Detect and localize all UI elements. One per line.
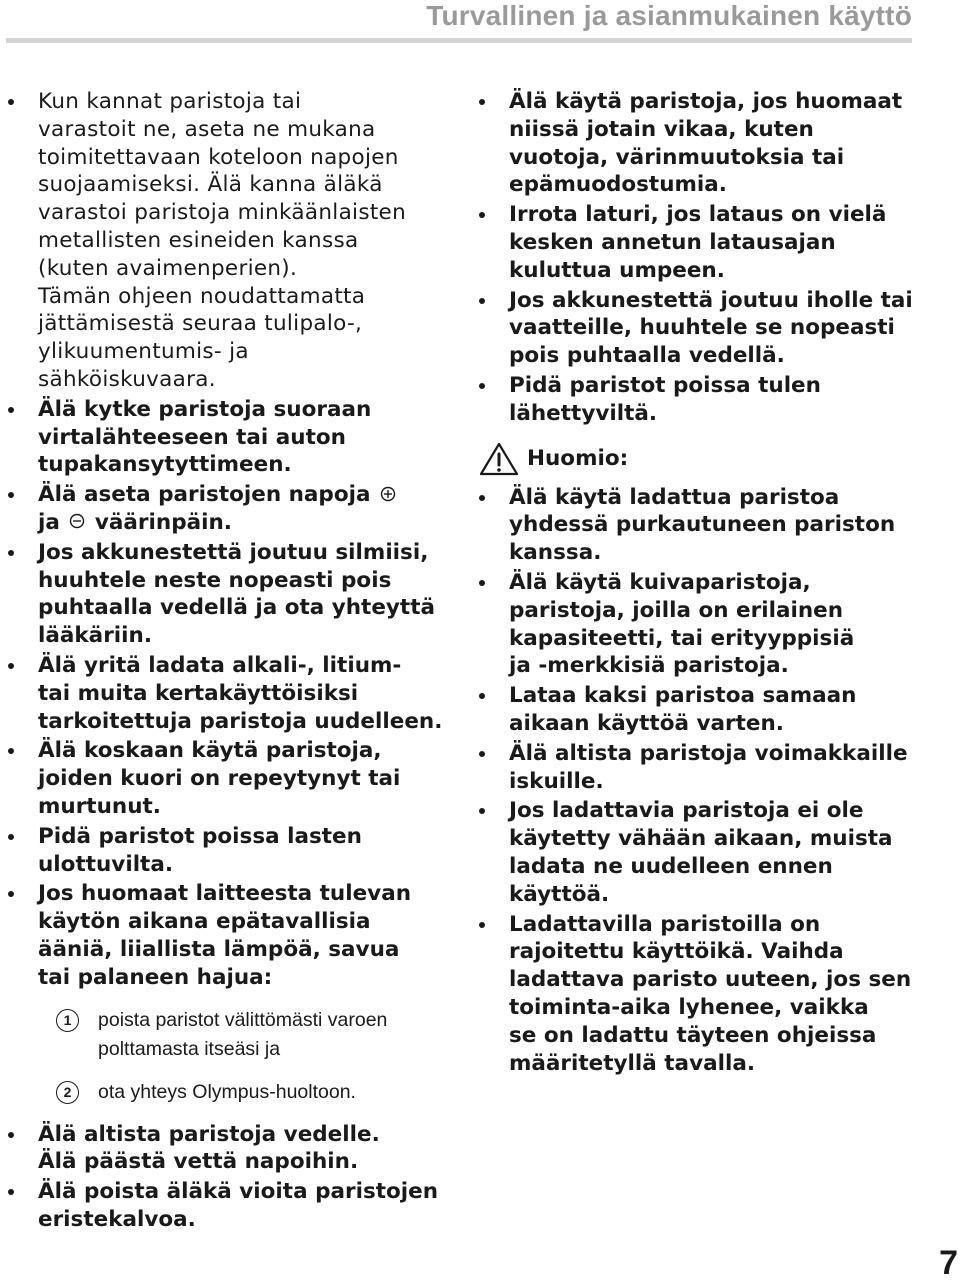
list-item [8, 396, 438, 479]
step-number-badge: 1 [56, 1009, 79, 1032]
text-line: lähettyviltä. [509, 400, 658, 426]
list-item [479, 569, 909, 680]
list-item [8, 880, 438, 1106]
text-line: murtunut. [38, 793, 161, 819]
list-item [479, 484, 909, 567]
text-line: sähköiskuvaara. [38, 366, 216, 392]
text-line: varastoi paristoja minkäänlaisten [38, 200, 407, 226]
text-line: kapasiteetti, tai erityyppisiä [509, 625, 855, 651]
numbered-step [38, 1006, 438, 1064]
list-item [479, 287, 913, 370]
left-bullet-list [8, 88, 443, 1234]
text-line: huuhtele neste nopeasti pois [38, 567, 392, 593]
text-line: kanssa. [509, 540, 602, 566]
text-line: vuotoja, värinmuutoksia tai [509, 144, 845, 170]
text-line: ladata ne uudelleen ennen [509, 853, 833, 879]
text-line: epämuodostumia. [509, 172, 727, 198]
text-line: ääniä, liiallista lämpöä, savua [38, 936, 400, 962]
text-line: (kuten avaimenperien). [38, 255, 298, 281]
text-line: tai palaneen hajua: [38, 964, 273, 990]
text-line: poista paristot välittömästi varoen [98, 1008, 388, 1031]
text-line: Älä päästä vettä napoihin. [38, 1149, 359, 1175]
caution-label: Huomio: [527, 446, 629, 472]
list-item [8, 737, 438, 820]
text-line: ylikuumentumis- ja [38, 339, 249, 365]
text-line: Älä koskaan käytä paristoja, [38, 738, 382, 764]
text-line: Älä käytä paristoja, jos huomaat [509, 89, 903, 114]
text-line: Jos akkunestettä joutuu silmiisi, [38, 539, 429, 565]
text-line: Jos ladattavia paristoja ei ole [509, 798, 864, 824]
text-line: kuluttua umpeen. [509, 257, 725, 283]
text-line: virtalähteeseen tai auton [38, 424, 346, 450]
right-bullet-list [479, 88, 913, 428]
text-line: puhtaalla vedellä ja ota yhteyttä [38, 595, 435, 621]
caution-heading [479, 442, 909, 476]
text-line: Älä altista paristoja vedelle. [38, 1121, 380, 1147]
text-line: ulottuvilta. [38, 851, 174, 877]
text-line: tai muita kertakäyttöisiksi [38, 680, 359, 706]
text-line: jättämisestä seuraa tulipalo-, [38, 311, 363, 337]
text-line: Ladattavilla paristoilla on [509, 911, 821, 937]
text-line: Kun kannat paristoja tai [38, 89, 302, 114]
text-line: niissä jotain vikaa, kuten [509, 116, 814, 142]
text-line: iskuille. [509, 768, 604, 794]
list-item [8, 539, 438, 650]
text-line: toiminta-aika lyhenee, vaikka [509, 994, 869, 1020]
caution-bullet-list [479, 484, 912, 1078]
text-line: lääkäriin. [38, 623, 153, 649]
text-line: yhdessä purkautuneen pariston [509, 512, 896, 538]
text-line: Älä poista äläkä vioita paristojen [38, 1179, 439, 1205]
text-line: tarkoitettuja paristoja uudelleen. [38, 708, 443, 734]
page-header-title: Turvallinen ja asianmukainen käyttö [426, 0, 912, 31]
list-item [479, 201, 909, 284]
list-item [8, 652, 443, 735]
page-number: 7 [939, 1244, 958, 1282]
text-line: pois puhtaalla vedellä. [509, 343, 785, 369]
text-line: suojaamiseksi. Älä kanna äläkä [38, 172, 383, 198]
text-line: Pidä paristot poissa lasten [38, 823, 362, 849]
text-line: Tämän ohjeen noudattamatta [38, 283, 366, 309]
text-line: joiden kuori on repeytynyt tai [38, 766, 401, 792]
text-line: paristoja, joilla on erilainen [509, 597, 844, 623]
list-item [8, 823, 438, 879]
list-item [8, 481, 438, 537]
text-line: kesken annetun latausajan [509, 229, 836, 255]
text-line: toimitettavaan koteloon napojen [38, 144, 399, 170]
text-line: tupakansytyttimeen. [38, 452, 292, 478]
list-item [479, 911, 912, 1078]
text-line: Jos akkunestettä joutuu iholle tai [509, 287, 913, 313]
text-line: määritetyllä tavalla. [509, 1050, 756, 1076]
list-item [479, 740, 909, 796]
text-line: Älä kytke paristoja suoraan [38, 396, 372, 422]
text-line: Lataa kaksi paristoa samaan [509, 683, 857, 709]
text-line: vaatteille, huuhtele se nopeasti [509, 315, 895, 341]
text-line: metallisten esineiden kanssa [38, 227, 359, 253]
text-fragment: ja [38, 509, 60, 535]
text-line: Irrota laturi, jos lataus on vielä [509, 202, 887, 228]
text-line: käytetty vähään aikaan, muista [509, 826, 893, 852]
text-line: polttamasta itseäsi ja [98, 1037, 281, 1060]
left-column [8, 88, 443, 1236]
text-line: ja -merkkisiä paristoja. [509, 653, 789, 679]
list-item [8, 1121, 438, 1177]
text-line: Älä altista paristoja voimakkaille [509, 740, 908, 766]
text-line [38, 481, 438, 509]
step-number-badge: 2 [56, 1081, 79, 1104]
plus-terminal-icon [380, 486, 396, 502]
text-line: aikaan käyttöä varten. [509, 710, 784, 736]
text-line: Jos huomaat laitteesta tulevan [38, 881, 412, 907]
text-line: se on ladattu täyteen ohjeissa [509, 1022, 877, 1048]
text-fragment: Älä aseta paristojen napoja [38, 482, 371, 508]
text-line [38, 509, 438, 537]
text-line: Pidä paristot poissa tulen [509, 372, 821, 398]
right-column [479, 88, 913, 1079]
list-item [479, 797, 909, 908]
list-item [479, 372, 909, 428]
text-line: rajoitettu käyttöikä. Vaihda [509, 939, 844, 965]
list-item [8, 88, 438, 394]
text-line: Älä yritä ladata alkali-, litium- [38, 652, 402, 678]
text-line: Älä käytä kuivaparistoja, [509, 569, 811, 595]
text-line: varastoit ne, aseta ne mukana [38, 116, 376, 142]
text-line: eristekalvoa. [38, 1206, 196, 1232]
numbered-steps [38, 1006, 438, 1107]
text-line: käyttöä. [509, 881, 610, 907]
list-item [8, 1178, 438, 1234]
numbered-step [38, 1078, 438, 1107]
text-line: käytön aikana epätavallisia [38, 909, 371, 935]
list-item [479, 682, 909, 738]
header-rule [6, 38, 912, 43]
text-line: ota yhteys Olympus-huoltoon. [98, 1080, 356, 1103]
list-item [479, 88, 909, 199]
text-line: ladattava paristo uuteen, jos sen [509, 967, 912, 993]
warning-triangle-icon [479, 442, 519, 476]
text-line: Älä käytä ladattua paristoa [509, 484, 840, 510]
text-fragment: väärinpäin. [94, 509, 232, 535]
minus-terminal-icon [69, 513, 85, 529]
